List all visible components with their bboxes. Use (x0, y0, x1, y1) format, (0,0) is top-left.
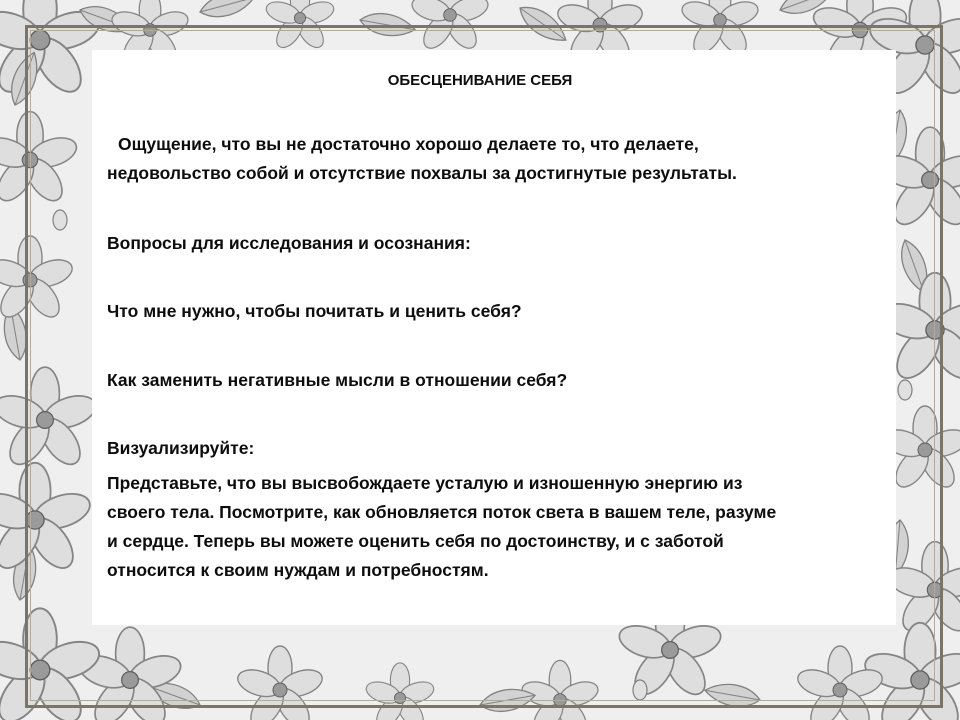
question-2: Как заменить негативные мысли в отношении себя? (107, 370, 568, 390)
leaf-decoration (197, 0, 257, 22)
intro-line-1: Ощущение, что вы не достаточно хорошо делаете то, что делаете, (118, 134, 699, 154)
visualize-line-4: относится к своим нуждам и потребностям. (107, 560, 489, 580)
visualize-heading: Визуализируйте: (107, 438, 255, 458)
slide-title: ОБЕСЦЕНИВАНИЕ СЕБЯ (387, 72, 573, 89)
visualize-line-2: своего тела. Посмотрите, как обновляется поток света в вашем теле, разуме (107, 502, 777, 522)
question-1: Что мне нужно, чтобы почитать и ценить себя? (107, 301, 522, 321)
questions-heading: Вопросы для исследования и осознания: (107, 233, 471, 253)
visualize-line-1: Представьте, что вы высвобождаете усталую и изношенную энергию из (107, 473, 743, 493)
visualize-line-3: и сердце. Теперь вы можете оценить себя по достоинству, и с заботой (107, 531, 724, 551)
intro-line-2: недовольство собой и отсутствие похвалы за достигнутые результаты. (107, 163, 737, 183)
